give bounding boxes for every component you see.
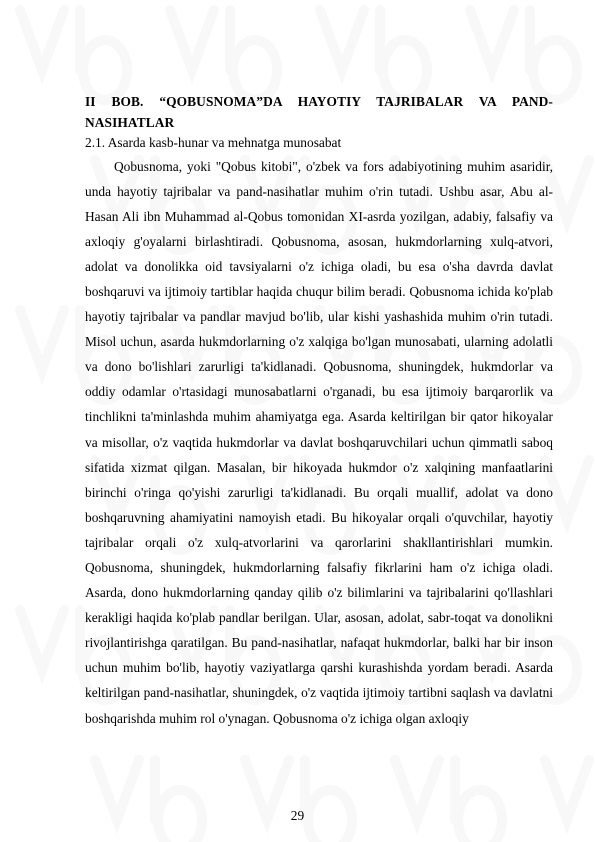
watermark-mark — [170, 10, 277, 100]
watermark-mark — [20, 10, 127, 100]
section-heading: 2.1. Asarda kasb-hunar va mehnatga munosabat — [85, 135, 342, 150]
watermark-mark — [95, 760, 202, 842]
watermark-mark — [470, 10, 577, 100]
page-number: 29 — [290, 808, 305, 823]
watermark-mark — [545, 760, 595, 842]
watermark-mark — [395, 760, 502, 842]
page-content — [85, 92, 553, 731]
watermark-mark — [320, 10, 427, 100]
body-paragraph: Qobusnoma, yoki "Qobus kitobi", o'zbek va fors adabiyotining muhim asaridir, unda hayotiy tajribalar va pand-nasihatlar muhim o'rin tutadi. Ushbu asar, Abu al-Hasan Ali ibn Muhammad al-Qobus tomonidan XI-asrda yozilgan, adabiy, falsafiy va axloqiy g'oyalarni birlashtiradi. Qobusnoma, asosan, hukmdorlarning xulq-atvori, adolat va donolikka oid tavsiyalarni o'z ichiga oladi, bu esa o'sha davrda davlat boshqaruvi va ijtimoiy tartiblar haqida chuqur bilim beradi. Qobusnoma ichida ko'plab hayotiy tajribalar va pandlar mavjud bo'lib, ular kishi yashashida muhim o'rin tutadi. Misol uchun, asarda hukmdorlarning o'z xalqiga bo'lgan munosabati, ularning adolatli va dono bo'lishlari zarurligi ta'kidlanadi. Qobusnoma, shuningdek, hukmdorlar va oddiy odamlar o'rtasidagi munosabatlarni o'rganadi, bu esa ijtimoiy barqarorlik va tinchlikni ta'minlashda muhim ahamiyatga ega. Asarda keltirilgan bir qator hikoyalar va misollar, o'z vaqtida hukmdorlar va davlat boshqaruvchilari uchun qimmatli saboq sifatida xizmat qilgan. Masalan, bir hikoyada hukmdor o'z xalqining manfaatlarini birinchi o'ringa qo'yishi zarurligi ta'kidlanadi. Bu orqali muallif, adolat va dono boshqaruvning ahamiyatini namoyish etadi. Bu hikoyalar orqali o'quvchilar, hayotiy tajribalar orqali o'z xulq-atvorlarini va qarorlarini shakllantirishlari mumkin. Qobusnoma, shuningdek, hukmdorlarning falsafiy fikrlarini ham o'z ichiga oladi. Asarda, dono hukmdorlarning qanday qilib o'z bilimlarini va tajribalarini qo'llashlari kerakligi haqida ko'plab pandlar berilgan. Ular, asosan, adolat, sabr-toqat va donolikni rivojlantirishga qaratilgan. Bu pand-nasihatlar, nafaqat hukmdorlar, balki har bir inson uchun muhim bo'lib, hayotiy vaziyatlarga qarshi kurashishda yordam beradi. Asarda keltirilgan pand-nasihatlar, shuningdek, o'z vaqtida ijtimoiy tartibni saqlash va davlatni boshqarishda muhim rol o'ynagan. Qobusnoma o'z ichiga olgan axloqiy — [85, 158, 553, 726]
chapter-title: II BOB. “QOBUSNOMA”DA HAYOTIY TAJRIBALAR VA PAND-NASIHATLAR — [85, 94, 553, 130]
watermark-mark — [245, 760, 352, 842]
